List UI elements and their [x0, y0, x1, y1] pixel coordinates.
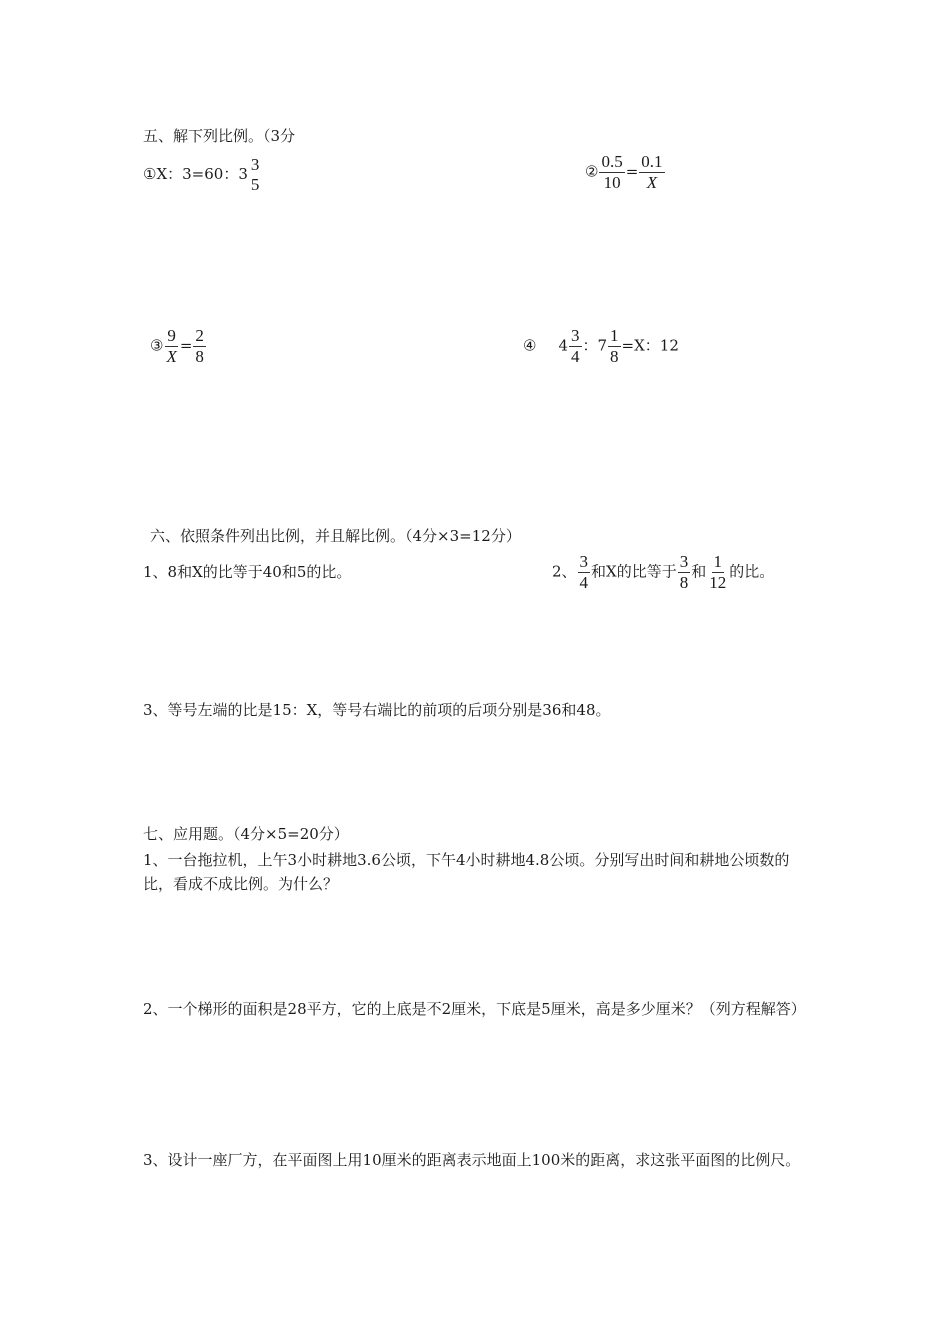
problem-5-3	[150, 326, 207, 367]
question-6-1: 1、8和X的比等于40和5的比。	[143, 563, 352, 581]
fraction: $\frac{9}{X}$	[166, 326, 177, 366]
fraction: 3 5	[250, 155, 260, 194]
question-7-2: 2、一个梯形的面积是28平方，它的上底是不2厘米，下底是5厘米，高是多少厘米？（列方程解答）	[143, 1000, 806, 1018]
problem-5-3-label: ③	[150, 336, 164, 355]
fraction: $\frac{3}{8}$	[679, 552, 689, 592]
problem-5-4: ④ 4 $\frac{3}{4}$ ：7 $\frac{1}{8}$ =X：12	[523, 326, 679, 366]
fraction: $\frac{0.5}{10}$	[601, 152, 623, 192]
problem-5-2	[585, 152, 666, 193]
fraction: $\frac{0.1}{X}$	[641, 152, 663, 192]
problem-5-2-label: ②	[585, 162, 599, 181]
fraction: $\frac{1}{8}$	[610, 326, 619, 366]
fraction: $\frac{3}{4}$	[579, 552, 589, 592]
section-6-heading: 六、依照条件列出比例，并且解比例。（4分×3=12分）	[150, 527, 521, 545]
fraction: $\frac{3}{4}$	[571, 326, 580, 366]
equals-sign: =	[179, 336, 193, 355]
question-7-3: 3、设计一座厂方，在平面图上用10厘米的距离表示地面上100米的距离，求这张平面图的比例尺。	[143, 1151, 801, 1169]
equals-sign: =	[625, 162, 639, 181]
section-5-heading: 五、解下列比例。（3分	[143, 127, 296, 145]
fraction: $\frac{1}{12}$	[709, 552, 727, 592]
question-6-2: 2、 $\frac{3}{4}$ 和X的比等于 $\frac{3}{8}$ 和 $\frac{1}{12}$ 的比。	[552, 552, 775, 592]
fraction: $\frac{2}{8}$	[195, 326, 204, 366]
problem-5-4-label: ④	[523, 336, 537, 355]
problem-5-1	[143, 155, 262, 195]
problem-5-1-text: ①X：3=60：3	[143, 165, 248, 183]
section-7-heading: 七、应用题。（4分×5=20分）	[143, 825, 349, 843]
question-7-1: 1、一台拖拉机，上午3小时耕地3.6公顷，下午4小时耕地4.8公顷。分别写出时间和耕地公顷数的比，看成不成比例。为什么？	[143, 851, 790, 893]
question-6-3: 3、等号左端的比是15：X，等号右端比的前项的后项分别是36和48。	[143, 701, 611, 719]
